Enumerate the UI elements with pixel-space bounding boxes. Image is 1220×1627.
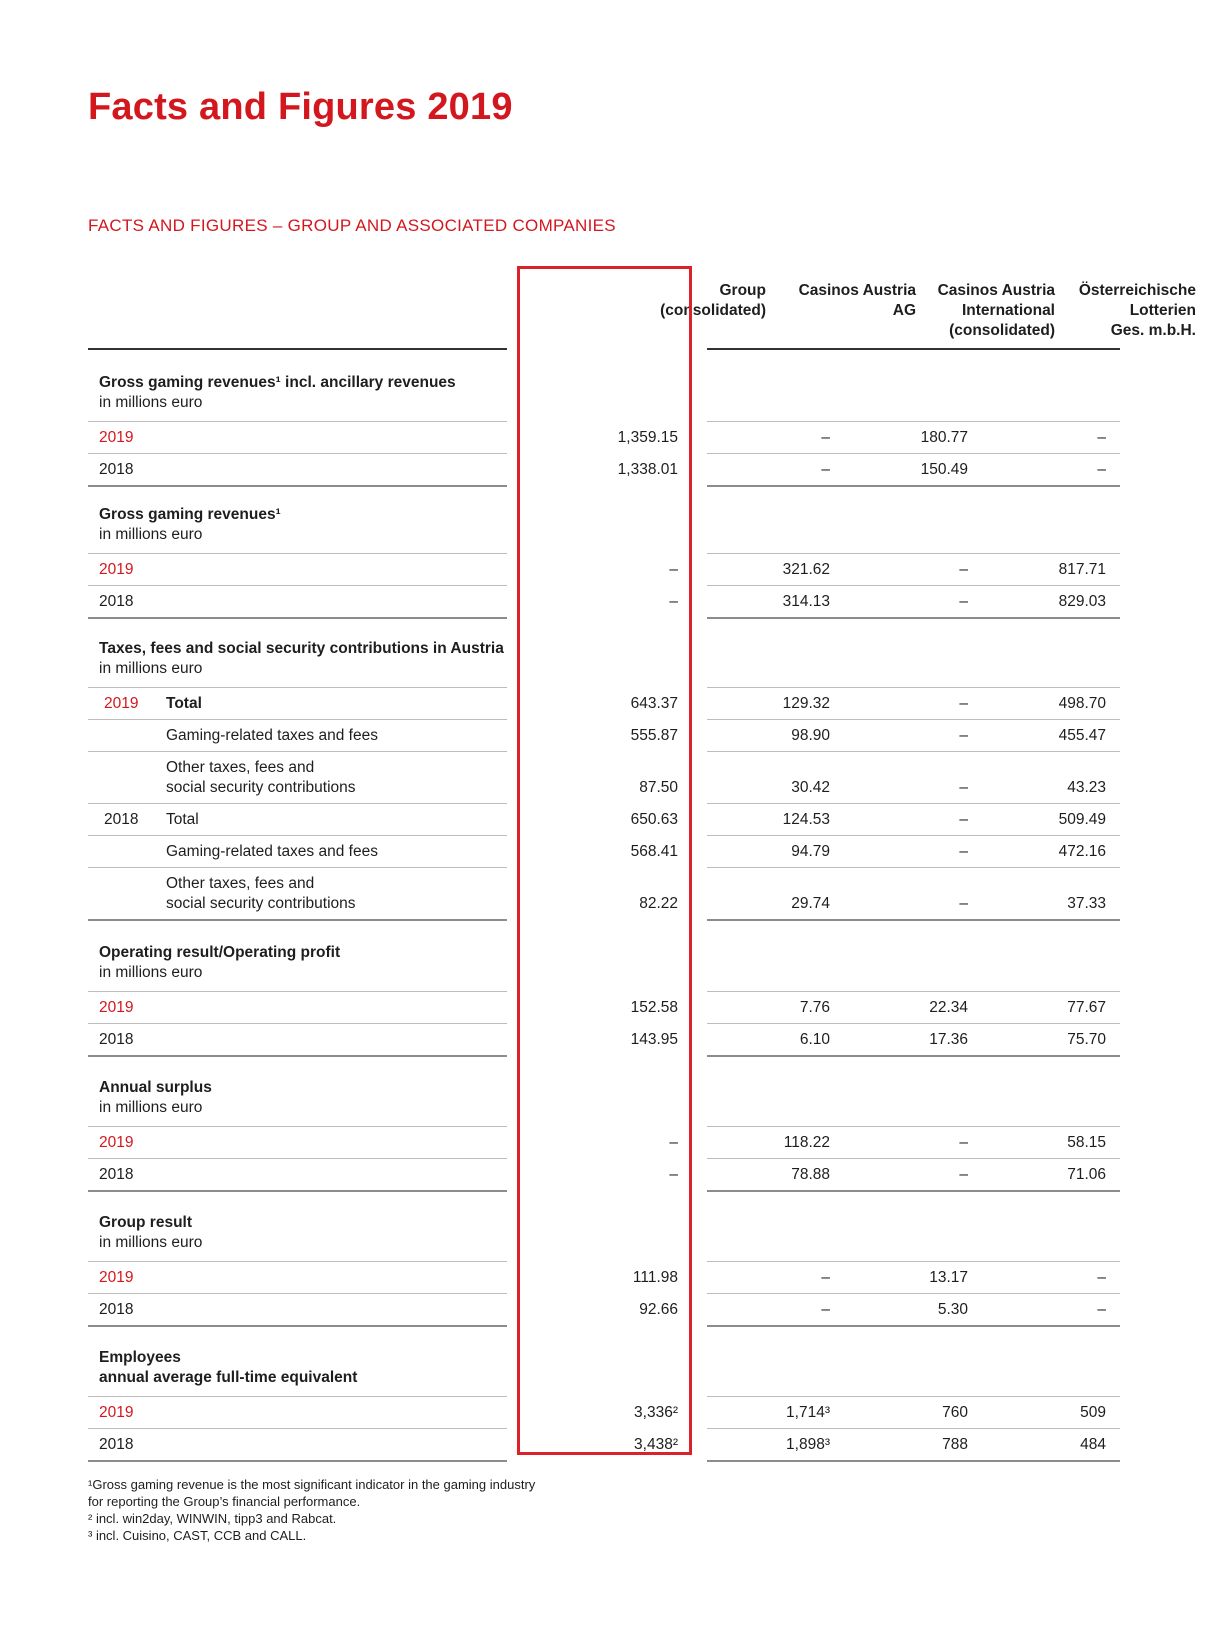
row-rule — [707, 617, 1120, 619]
row-rule — [88, 1325, 507, 1327]
row-label-continued: social security contributions — [166, 895, 356, 912]
value-cell: – — [821, 1301, 830, 1318]
row-year: 2019 — [99, 429, 134, 446]
value-cell: 77.67 — [1067, 999, 1106, 1016]
column-header-casinos-austria-international: Casinos Austria International (consolidated) — [937, 282, 1055, 339]
value-cell: 87.50 — [639, 779, 678, 796]
section-title-text: Annual surplus — [99, 1079, 212, 1096]
value-cell: 22.34 — [929, 999, 968, 1016]
value-cell: 37.33 — [1067, 895, 1106, 912]
section-title-text: Taxes, fees and social security contributions in Austria — [99, 640, 504, 657]
table-row — [88, 1396, 1120, 1428]
value-cell: – — [669, 593, 678, 610]
value-cell: 7.76 — [799, 999, 830, 1016]
value-cell: – — [821, 1269, 830, 1286]
section-subtitle-text: in millions euro — [99, 660, 203, 677]
value-cell: 3,336² — [634, 1404, 678, 1421]
value-cell: – — [959, 895, 968, 912]
header-rule-right — [707, 348, 1120, 350]
value-cell: 150.49 — [920, 461, 968, 478]
row-year: 2018 — [99, 1031, 134, 1048]
value-cell: 111.98 — [632, 1269, 678, 1286]
row-year: 2019 — [99, 1269, 134, 1286]
row-rule — [707, 485, 1120, 487]
value-cell: 484 — [1080, 1436, 1106, 1453]
value-cell: 143.95 — [630, 1031, 678, 1048]
value-cell: 817.71 — [1058, 561, 1106, 578]
value-cell: 1,359.15 — [617, 429, 678, 446]
footnote-1-cont: for reporting the Group’s financial performance. — [88, 1494, 361, 1509]
row-rule — [88, 919, 507, 921]
row-year: 2019 — [99, 561, 134, 578]
table-row — [88, 687, 1120, 719]
table-row — [88, 1126, 1120, 1158]
value-cell: 1,338.01 — [617, 461, 678, 478]
value-cell: 314.13 — [782, 593, 830, 610]
value-cell: 17.36 — [929, 1031, 968, 1048]
value-cell: – — [959, 811, 968, 828]
row-year: 2018 — [99, 461, 134, 478]
row-rule — [707, 1460, 1120, 1462]
row-year: 2019 — [104, 695, 139, 712]
column-header-oesterreichische-lotterien: Österreichische Lotterien Ges. m.b.H. — [1078, 282, 1196, 339]
value-cell: 180.77 — [920, 429, 968, 446]
value-cell: 650.63 — [630, 811, 678, 828]
section-subtitle-text: in millions euro — [99, 1234, 203, 1251]
column-header-group: Group (consolidated) — [660, 282, 766, 319]
row-label: Total — [166, 695, 202, 712]
row-rule — [88, 617, 507, 619]
value-cell: 643.37 — [630, 695, 678, 712]
table-row — [88, 835, 1120, 867]
value-cell: 129.32 — [782, 695, 830, 712]
row-rule — [707, 1055, 1120, 1057]
value-cell: – — [959, 843, 968, 860]
footnote-1: ¹Gross gaming revenue is the most significant indicator in the gaming industry — [88, 1477, 536, 1492]
value-cell: – — [669, 1134, 678, 1151]
value-cell: – — [1097, 1301, 1106, 1318]
section-subtitle-text: in millions euro — [99, 964, 203, 981]
footnote-3: ³ incl. Cuisino, CAST, CCB and CALL. — [88, 1528, 307, 1543]
value-cell: – — [669, 561, 678, 578]
row-rule — [707, 1325, 1120, 1327]
table-row — [88, 553, 1120, 585]
table-row — [88, 1293, 1120, 1325]
row-label: Other taxes, fees and — [166, 875, 315, 892]
section-title-text: Gross gaming revenues¹ incl. ancillary revenues — [99, 374, 456, 391]
value-cell: 568.41 — [630, 843, 678, 860]
facts-table — [88, 0, 1196, 1627]
section-subtitle-text: in millions euro — [99, 394, 203, 411]
value-cell: – — [959, 1134, 968, 1151]
section-title-text: Group result — [99, 1214, 193, 1231]
row-year: 2019 — [99, 1404, 134, 1421]
value-cell: 30.42 — [791, 779, 830, 796]
value-cell: 1,898³ — [786, 1436, 830, 1453]
value-cell: – — [959, 593, 968, 610]
table-row — [88, 453, 1120, 485]
value-cell: 13.17 — [929, 1269, 968, 1286]
row-rule — [88, 1460, 507, 1462]
row-label: Gaming-related taxes and fees — [166, 843, 378, 860]
value-cell: – — [1097, 429, 1106, 446]
row-label: Total — [166, 811, 199, 828]
section-subtitle-text: in millions euro — [99, 526, 203, 543]
value-cell: – — [821, 461, 830, 478]
value-cell: 94.79 — [791, 843, 830, 860]
value-cell: 43.23 — [1067, 779, 1106, 796]
value-cell: – — [1097, 1269, 1106, 1286]
value-cell: 92.66 — [639, 1301, 678, 1318]
row-rule — [88, 1190, 507, 1192]
row-rule — [88, 485, 507, 487]
value-cell: 124.53 — [782, 811, 830, 828]
value-cell: 75.70 — [1067, 1031, 1106, 1048]
section-title: FACTS AND FIGURES – GROUP AND ASSOCIATED COMPANIES — [88, 216, 616, 235]
table-row — [88, 751, 1120, 803]
row-label-continued: social security contributions — [166, 779, 356, 796]
value-cell: – — [959, 1166, 968, 1183]
column-header-casinos-austria-ag: Casinos Austria AG — [798, 282, 916, 319]
value-cell: – — [959, 695, 968, 712]
value-cell: – — [669, 1166, 678, 1183]
row-rule — [707, 919, 1120, 921]
value-cell: – — [1097, 461, 1106, 478]
value-cell: 760 — [942, 1404, 968, 1421]
value-cell: 509 — [1080, 1404, 1106, 1421]
value-cell: – — [959, 727, 968, 744]
value-cell: 118.22 — [783, 1134, 830, 1151]
value-cell: 829.03 — [1058, 593, 1106, 610]
row-year: 2018 — [99, 593, 134, 610]
value-cell: 58.15 — [1067, 1134, 1106, 1151]
value-cell: 555.87 — [630, 727, 678, 744]
row-rule — [707, 1190, 1120, 1192]
row-label: Other taxes, fees and — [166, 759, 315, 776]
value-cell: 1,714³ — [786, 1404, 830, 1421]
row-year: 2018 — [99, 1166, 134, 1183]
row-year: 2019 — [99, 999, 134, 1016]
value-cell: 98.90 — [791, 727, 830, 744]
value-cell: 3,438² — [634, 1436, 678, 1453]
table-row — [88, 1428, 1120, 1460]
table-row — [88, 803, 1120, 835]
row-year: 2019 — [99, 1134, 134, 1151]
table-row — [88, 1261, 1120, 1293]
value-cell: 71.06 — [1067, 1166, 1106, 1183]
row-label: Gaming-related taxes and fees — [166, 727, 378, 744]
table-row — [88, 421, 1120, 453]
value-cell: 455.47 — [1058, 727, 1106, 744]
footnote-2: ² incl. win2day, WINWIN, tipp3 and Rabcat. — [88, 1511, 337, 1526]
table-row — [88, 585, 1120, 617]
section-title-text: Employees — [99, 1349, 181, 1366]
value-cell: 321.62 — [782, 561, 830, 578]
section-title-text: Operating result/Operating profit — [99, 944, 341, 961]
table-row — [88, 1158, 1120, 1190]
row-rule — [88, 1055, 507, 1057]
footnotes — [88, 1476, 535, 1544]
row-year: 2018 — [99, 1436, 134, 1453]
table-row — [88, 867, 1120, 919]
table-row — [88, 991, 1120, 1023]
value-cell: 472.16 — [1058, 843, 1106, 860]
value-cell: 5.30 — [937, 1301, 968, 1318]
value-cell: – — [959, 561, 968, 578]
section-title-text: Gross gaming revenues¹ — [99, 506, 281, 523]
value-cell: – — [821, 429, 830, 446]
value-cell: 6.10 — [799, 1031, 830, 1048]
value-cell: 498.70 — [1058, 695, 1106, 712]
value-cell: 82.22 — [639, 895, 678, 912]
section-subtitle-text: in millions euro — [99, 1099, 203, 1116]
header-rule-left — [88, 348, 507, 350]
table-row — [88, 1023, 1120, 1055]
value-cell: 788 — [942, 1436, 968, 1453]
value-cell: 152.58 — [630, 999, 678, 1016]
page-title: Facts and Figures 2019 — [88, 86, 513, 128]
value-cell: – — [959, 779, 968, 796]
table-row — [88, 719, 1120, 751]
section-subtitle-text: annual average full-time equivalent — [99, 1369, 358, 1386]
value-cell: 509.49 — [1058, 811, 1106, 828]
value-cell: 78.88 — [791, 1166, 830, 1183]
row-year: 2018 — [99, 1301, 134, 1318]
value-cell: 29.74 — [791, 895, 830, 912]
row-year: 2018 — [104, 811, 139, 828]
